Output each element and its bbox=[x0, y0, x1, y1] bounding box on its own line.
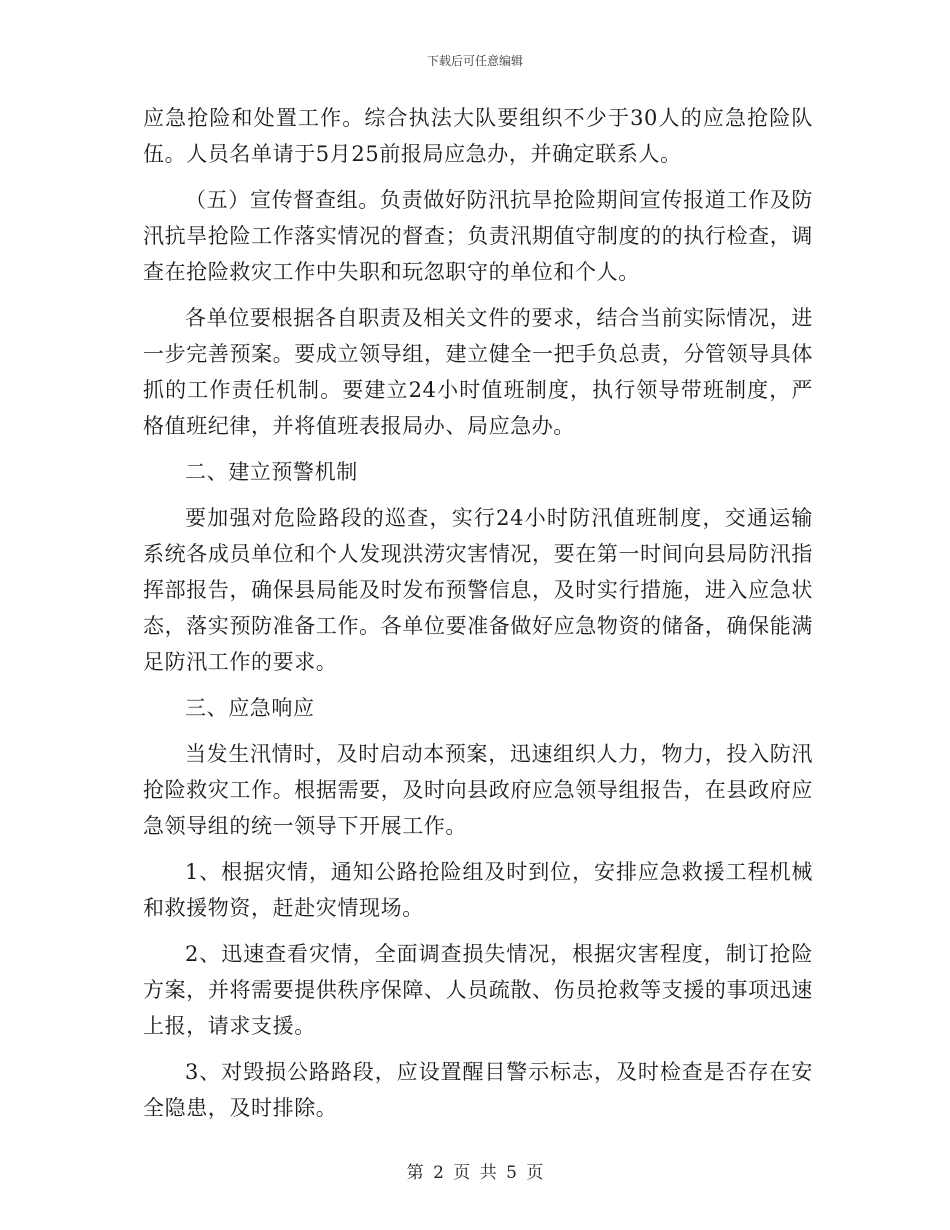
list-item-1: 1、根据灾情，通知公路抢险组及时到位，安排应急救援工程机械和救援物资，赶赴灾情现场。 bbox=[143, 860, 813, 920]
document-body bbox=[143, 100, 813, 1126]
paragraph-warning-mechanism: 要加强对危险路段的巡查，实行24小时防汛值班制度，交通运输系统各成员单位和个人发现洪涝灾害情况，要在第一时间向县局防汛指挥部报告，确保县局能及时发布预警信息，及时实行措施，进入应急状态，落实预防准备工作。各单位要准备做好应急物资的储备，确保能满足防汛工作的要求。 bbox=[143, 506, 813, 674]
paragraph-continuation: 应急抢险和处置工作。综合执法大队要组织不少于30人的应急抢险队伍。人员名单请于5月25前报局应急办，并确定联系人。 bbox=[143, 106, 813, 166]
paragraph-unit-requirements: 各单位要根据各自职责及相关文件的要求，结合当前实际情况，进一步完善预案。要成立领导组，建立健全一把手负总责，分管领导具体抓的工作责任机制。要建立24小时值班制度，执行领导带班制度，严格值班纪律，并将值班表报局办、局应急办。 bbox=[143, 306, 813, 438]
list-item-3: 3、对毁损公路路段，应设置醒目警示标志，及时检查是否存在安全隐患，及时排除。 bbox=[143, 1060, 813, 1120]
page-header: 下载后可任意编辑 bbox=[426, 54, 523, 68]
page-number: 第 2 页 共 5 页 bbox=[406, 1163, 544, 1183]
section-heading-warning: 二、建立预警机制 bbox=[185, 460, 358, 484]
list-item-2: 2、迅速查看灾情，全面调查损失情况，根据灾害程度，制订抢险方案，并将需要提供秩序保障、人员疏散、伤员抢救等支援的事项迅速上报，请求支援。 bbox=[143, 942, 813, 1038]
paragraph-response-intro: 当发生汛情时，及时启动本预案，迅速组织人力，物力，投入防汛抢险救灾工作。根据需要，及时向县政府应急领导组报告，在县政府应急领导组的统一领导下开展工作。 bbox=[143, 742, 813, 838]
paragraph-publicity-group: （五）宣传督查组。负责做好防汛抗旱抢险期间宣传报道工作及防汛抗旱抢险工作落实情况的督查；负责汛期值守制度的的执行检查，调查在抢险救灾工作中失职和玩忽职守的单位和个人。 bbox=[143, 188, 813, 284]
section-heading-response: 三、应急响应 bbox=[185, 696, 315, 720]
